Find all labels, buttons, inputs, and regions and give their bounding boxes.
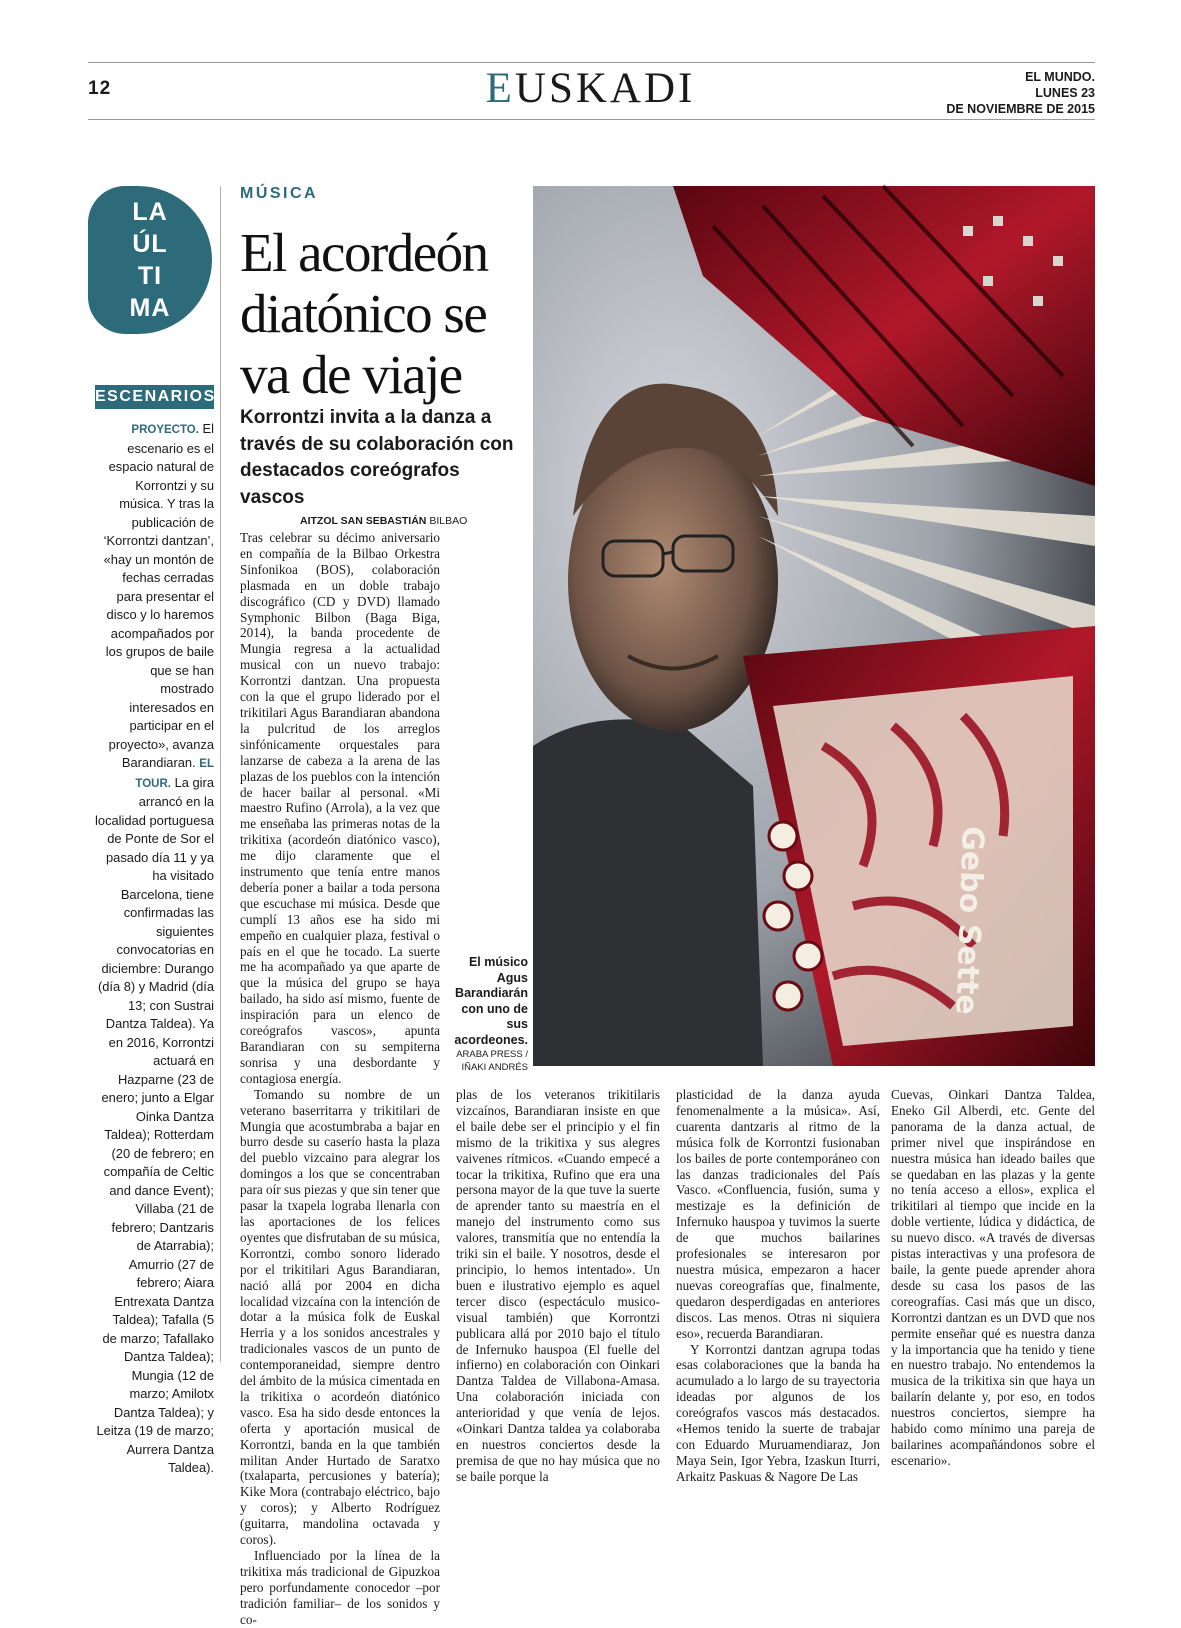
photo-caption: El músico Agus Barandiarán con uno de sus acordeones. [454, 955, 528, 1047]
byline-location: BILBAO [426, 515, 468, 527]
byline-author: AITZOL SAN SEBASTIÁN [300, 515, 427, 527]
article-paragraph: Influenciado por la línea de la trikitixa más tradicional de Gipuzkoa pero porfundamente conocedor –por tradición familiar– de los sonidos y co- [240, 1548, 440, 1627]
page-number: 12 [88, 78, 112, 99]
article-column-3 [676, 1087, 880, 1485]
article-paragraph: Cuevas, Oinkari Dantza Taldea, Eneko Gil Alberdi, etc. Gente del panorama de la danza actual, de primer nivel que inspirándose en nuestra música han ideado bailes que se quedaban en las plazas y la gente no tenía acceso a ellos», explica el trikitilari al tiempo que incide en la doble vertiente, lúdica y didáctica, de su nuevo disco. «A través de diversas pistas interactivas y una profesora de baile, la gente puede aprender ahora desde su casa los pasos de las coreografías. Casi más que un disco, Korrontzi dantzan es un DVD que nos permite enseñar qué es nuestra danza y la importancia que ha tenido y tiene en nuestro trabajo. No entendemos la musica de la trikitixa sin que haya un bailarín delante y, por eso, en todos nuestros conciertos, siempre ha habido como mínimo una pareja de bailarines acompañándonos sobre el escenario». [891, 1087, 1095, 1468]
article-column-1 [240, 530, 440, 1628]
sidebar-kicker-tour: EL TOUR. [135, 758, 214, 790]
column-divider [220, 186, 221, 1362]
article-paragraph: Tras celebrar su décimo aniversario en compañía de la Bilbao Orkestra Sinfonikoa (BOS), colaboración plasmada en un doble trabajo discográfico (CD y DVD) llamado Symphonic Bilbon (Baga Biga, 2014), la banda procedente de Mungia regresa a la actualidad musical con un nuevo trabajo: Korrontzi dantzan. Una propuesta con la que el grupo liderado por el trikitilari Agus Barandiaran abandona la pulcritud de los arreglos sinfónicamente orquestales para lanzarse de cabeza a la arena de las plazas de los pueblos con la intención de hacer bailar al personal. «Mi maestro Rufino (Arrola), a la vez que me enseñaba las primeras notas de la trikitixa (acordeón diatónico vasco), me dijo claramente que el instrumento que tenía entre manos debería poner a bailar a toda persona que escuchase mi música. Desde que cumplí 13 años ese ha sido mi empeño en cualquier plaza, festival o país en el que he tocado. La suerte me ha acompañado ya que aparte de que la música del grupo se haya bailado, ha sido así mismo, fuente de inspiración para un elenco de coreógrafos vascos», apunta Barandiaran con su sempiterna sonrisa y una desbordante y contagiosa energía. [240, 530, 440, 1086]
article-paragraph: plas de los veteranos trikitilaris vizcaínos, Barandiaran insiste en que el baile debe ser el principio y el fin mismo de la trikitixa y sus alegres vaivenes rítmicos. «Cuando empecé a tocar la trikitixa, Rufino que era una persona mayor de la que tuve la suerte de aprender tanto su maestría en el manejo del instrumento como sus valores, transmitía que no entendía la triki sin el baile. Y nosotros, desde el principio, lo hemos intentado». Un buen e ilustrativo ejemplo es aquel tercer disco (espectáculo musico-visual también) que Korrontzi publicara allá por 2010 bajo el título de Infernuko hauspoa (El fuelle del infierno) en colaboración con Oinkari Dantza Taldea de Villabona-Amasa. Una colaboración iniciada con anterioridad y que venía de lejos. «Oinkari Dantza taldea ya colaboraba en nuestros conciertos desde la premisa de que no hay música que no se baile porque la [456, 1087, 660, 1484]
badge-line: TI [137, 262, 163, 290]
badge-line: LA [132, 198, 168, 226]
header-bottom-rule [88, 119, 1095, 120]
dateline-paper: EL MUNDO. [1025, 70, 1095, 84]
article-paragraph: plasticidad de la danza ayuda fenomenalmente a la música». Así, cuarenta dantzaris al ritmo de la música folk de Korrontzi fusionaban los bailes de porte contemporáneo con las danzas tradicionales del País Vasco. «Confluencia, fusión, suma y mestizaje es la definición de Infernuko hauspoa y tuvimos la suerte de que muchos bailarines profesionales se interesaron por nuestra música, empezaron a hacer nuevas coreografías que, finalmente, quedaron desperdigadas en anteriores discos. Las menos. Otras ni siquiera eso», recuerda Barandiaran. [676, 1087, 880, 1341]
sidebar-kicker-proyecto: PROYECTO. [131, 424, 199, 436]
sidebar-title: ESCENARIOS [95, 385, 214, 409]
dateline [895, 69, 1095, 117]
sidebar-paragraph: La gira arrancó en la localidad portuguesa de Ponte de Sor el pasado día 11 y ya ha visitado Barcelona, tiene confirmadas las siguientes convocatorias en diciembre: Durango (día 8) y Madrid (día 13; con Sustrai Dantza Taldea). Ya en 2016, Korrontzi actuará en Hazparne (23 de enero; junto a Elgar Oinka Dantza Taldea); Rotterdam (20 de febrero; en compañía de Celtic and dance Event); Villaba (21 de febrero; Dantzaris de Atarrabia); Amurrio (27 de febrero; Aiara Entrexata Dantza Taldea); Tafalla (5 de marzo; Tafallako Dantza Taldea); Mungia (12 de marzo; Amilotx Dantza Taldea); y Leitza (19 de marzo; Aurrera Dantza Taldea). [95, 774, 214, 1475]
accordion-brand: Gebo Sette [948, 825, 990, 1016]
photo-illustration [533, 186, 1095, 1066]
article-headline: El acordeón diatónico se va de viaje [240, 222, 488, 405]
badge-line: MA [129, 294, 171, 322]
article-column-4 [891, 1087, 1095, 1469]
dateline-day: LUNES 23 [1035, 86, 1095, 100]
header-top-rule [88, 62, 1095, 63]
badge-line: ÚL [132, 230, 168, 258]
article-column-2 [456, 1087, 660, 1485]
la-ultima-badge [88, 186, 212, 334]
accordion-photo [533, 186, 1095, 1066]
dateline-date: DE NOVIEMBRE DE 2015 [946, 102, 1095, 116]
article-paragraph: Y Korrontzi dantzan agrupa todas esas colaboraciones que la banda ha acumulado a lo largo de su trayectoria ideadas por algunos de los coreógrafos vascos más destacados. «Hemos tenido la suerte de trabajar con Eduardo Muruamendiaraz, Jon Maya Sein, Igor Yebra, Izaskun Iturri, Arkaitz Paskuas & Nagore De Las [676, 1341, 880, 1484]
photo-credit: ARABA PRESS / IÑAKI ANDRÉS [456, 1049, 528, 1073]
sidebar-text [95, 420, 214, 1478]
article-subhead: Korrontzi invita a la danza a través de su colaboración con destacados coreógrafos vascos [240, 407, 514, 508]
article-category: MÚSICA [240, 185, 319, 202]
byline [300, 515, 468, 527]
section-initial: E [485, 65, 515, 112]
article-paragraph: Tomando su nombre de un veterano baserritarra y trikitilari de Mungia que acostumbraba a bajar en burro desde su caserío hasta la plaza del pueblo vizcaino para alegrar los domingos a los que se concentraban para oír sus piezas y que sin tener que pasar la txapela lograba llenarla con las aportaciones de los felices oyentes que disfrutaban de su música, Korrontzi, combo sonoro liderado por el trikitilari Agus Barandiaran, nació allá por 2004 en dicha localidad vizcaína con la intención de dotar a la música folk de Euskal Herria y a los sonidos ancestrales y tradicionales vascos de un punto de contemporaneidad, siempre dentro del ámbito de la música cimentada en la trikitixa o acordeón diatónico vasco. Esa ha sido desde entonces la oferta y aportación musical de Korrontzi, banda en la que también militan Ander Hurtado de Saratxo (txalaparta, percusiones y batería); Kike Mora (contrabajo eléctrico, bajo y coros); y Alberto Rodríguez (guitarra, mandolina octavada y coros). [240, 1086, 440, 1548]
section-rest: USKADI [514, 65, 696, 112]
sidebar-paragraph: El escenario es el espacio natural de Korrontzi y su música. Y tras la publicación de ‘Korrontzi dantzan’, «hay un montón de fechas cerradas para presentar el disco y lo haremos acompañados por los grupos de baile que se han mostrado interesados en participar en el proyecto», avanza Barandiaran. [103, 421, 214, 770]
